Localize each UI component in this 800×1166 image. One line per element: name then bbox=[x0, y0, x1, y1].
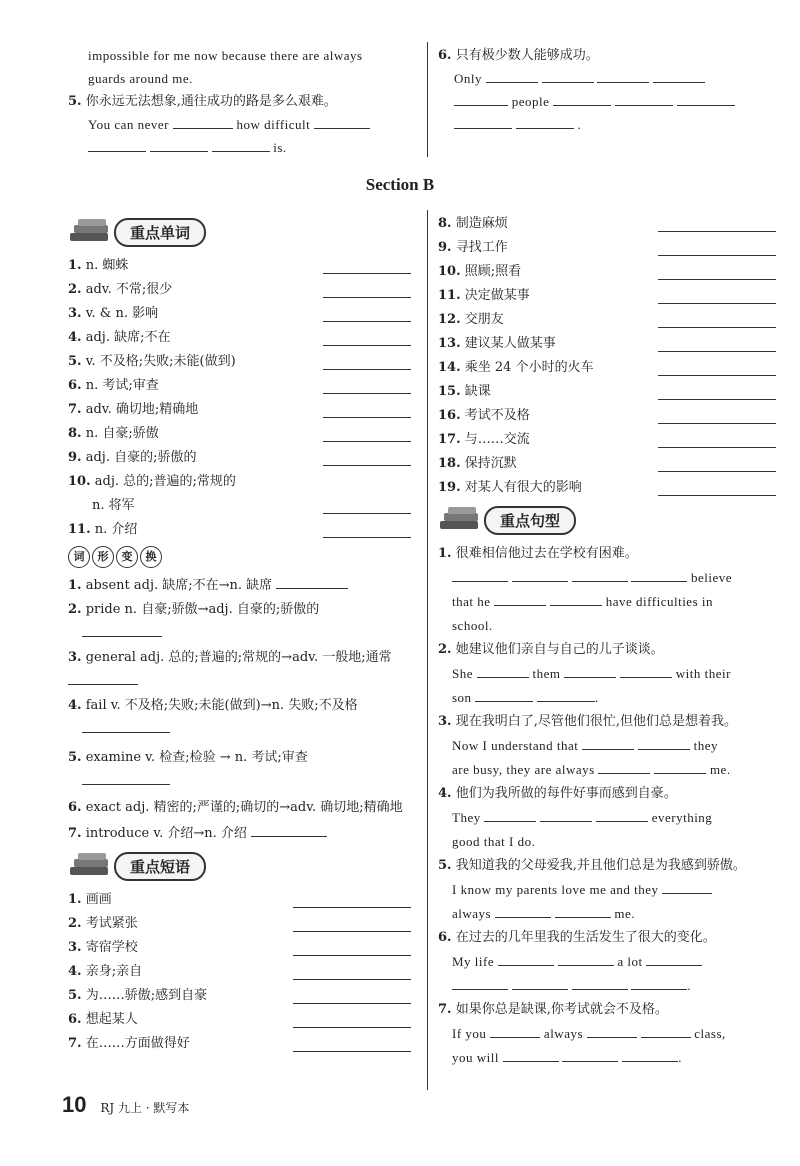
text-fragment: how difficult bbox=[236, 117, 311, 132]
wordform-char: 变 bbox=[116, 546, 138, 568]
list-item: 10. adj. 总的;普遍的;常规的 bbox=[68, 474, 236, 489]
right-column bbox=[438, 212, 778, 1070]
blank-line[interactable] bbox=[251, 822, 327, 837]
list-item: 7. introduce v. 介绍→n. 介绍 bbox=[68, 822, 413, 846]
blank-line[interactable] bbox=[658, 231, 776, 232]
blank-line[interactable] bbox=[598, 759, 650, 774]
blank-line[interactable] bbox=[562, 1047, 618, 1062]
blank-line[interactable] bbox=[587, 1023, 637, 1038]
blank-line[interactable] bbox=[293, 1051, 411, 1052]
blank-line[interactable] bbox=[620, 663, 672, 678]
list-item: 6. 想起某人 bbox=[68, 1008, 413, 1032]
blank-line[interactable] bbox=[88, 137, 146, 152]
list-item: 4. adj. 缺席;不在 bbox=[68, 326, 413, 350]
blank-line[interactable] bbox=[677, 91, 735, 106]
list-item: 5. examine v. 检查;检验 → n. 考试;审查 bbox=[68, 750, 308, 765]
question-6-english bbox=[438, 67, 778, 90]
text-fragment: You can never bbox=[88, 117, 169, 132]
wordform-char: 词 bbox=[68, 546, 90, 568]
list-item: 9. adj. 自豪的;骄傲的 bbox=[68, 446, 413, 470]
question-5 bbox=[68, 90, 418, 113]
blank-line[interactable] bbox=[540, 807, 592, 822]
blank-line[interactable] bbox=[542, 68, 594, 83]
wordform-list bbox=[68, 574, 413, 846]
list-item: 6. exact adj. 精密的;严谨的;确切的→adv. 确切地;精确地 bbox=[68, 800, 403, 815]
blank-line[interactable] bbox=[490, 1023, 540, 1038]
blank-line[interactable] bbox=[498, 951, 554, 966]
blank-line[interactable] bbox=[516, 114, 574, 129]
blank-line[interactable] bbox=[475, 687, 533, 702]
blank-line[interactable] bbox=[658, 495, 776, 496]
blank-line[interactable] bbox=[68, 670, 138, 685]
sentence-1: 1. 很难相信他过去在学校有困难。 believe that he have difficulties in school. bbox=[438, 546, 733, 633]
blank-line[interactable] bbox=[150, 137, 208, 152]
list-item: 13. 建议某人做某事 bbox=[438, 332, 778, 356]
blank-line[interactable] bbox=[212, 137, 270, 152]
text-fragment: is. bbox=[273, 140, 287, 155]
text-fragment: people bbox=[511, 94, 550, 109]
list-item: 7. adv. 确切地;精确地 bbox=[68, 398, 413, 422]
blank-line[interactable] bbox=[314, 114, 370, 129]
blank-line[interactable] bbox=[658, 399, 776, 400]
list-item: 9. 寻找工作 bbox=[438, 236, 778, 260]
blank-line[interactable] bbox=[653, 68, 705, 83]
blank-line[interactable] bbox=[323, 537, 411, 538]
blank-line[interactable] bbox=[293, 1027, 411, 1028]
blank-line[interactable] bbox=[452, 567, 508, 582]
page-footer bbox=[62, 1092, 189, 1118]
blank-line[interactable] bbox=[495, 903, 551, 918]
list-item: 16. 考试不及格 bbox=[438, 404, 778, 428]
blank-line[interactable] bbox=[658, 471, 776, 472]
blank-line[interactable] bbox=[323, 513, 411, 514]
blank-line[interactable] bbox=[293, 907, 411, 908]
list-item: 4. 亲身;亲自 bbox=[68, 960, 413, 984]
blank-line[interactable] bbox=[658, 255, 776, 256]
column-divider bbox=[427, 210, 428, 1090]
list-item: 2. 考试紧张 bbox=[68, 912, 413, 936]
book-label: RJ 九上 · 默写本 bbox=[100, 1101, 190, 1115]
section-title: Section B bbox=[365, 175, 435, 194]
list-item: 7. 在……方面做得好 bbox=[68, 1032, 413, 1056]
vocab-banner bbox=[68, 214, 413, 250]
top-left-block bbox=[68, 44, 418, 159]
blank-line[interactable] bbox=[512, 567, 568, 582]
sentence-3: 3. 现在我明白了,尽管他们很忙,但他们总是想着我。 Now I understand that they are busy, they are always me. bbox=[438, 714, 737, 777]
sentence-7: 7. 如果你总是缺课,你考试就会不及格。 If you always class, you will . bbox=[438, 1002, 726, 1065]
blank-line[interactable] bbox=[572, 567, 628, 582]
blank-line[interactable] bbox=[173, 114, 233, 129]
sentence-4: 4. 他们为我所做的每件好事而感到自豪。 They everything good that I do. bbox=[438, 786, 713, 849]
blank-line[interactable] bbox=[597, 68, 649, 83]
question-5-english-2 bbox=[68, 136, 418, 159]
question-6-english-3: . bbox=[438, 113, 778, 136]
list-item: 1. n. 蜘蛛 bbox=[68, 254, 413, 278]
continuation-line: guards around me. bbox=[88, 71, 193, 86]
list-item: 8. 制造麻烦 bbox=[438, 212, 778, 236]
left-column bbox=[68, 212, 413, 1056]
list-item: 5. v. 不及格;失败;未能(做到) bbox=[68, 350, 413, 374]
list-item: 12. 交朋友 bbox=[438, 308, 778, 332]
list-item: 11. 决定做某事 bbox=[438, 284, 778, 308]
blank-line[interactable] bbox=[662, 879, 712, 894]
page-number: 10 bbox=[62, 1092, 87, 1117]
banner-label: 重点短语 bbox=[114, 852, 206, 881]
blank-line[interactable] bbox=[622, 1047, 678, 1062]
blank-line[interactable] bbox=[553, 91, 611, 106]
question-chinese: 你永远无法想象,通往成功的路是多么艰难。 bbox=[85, 94, 337, 109]
list-item: 2. adv. 不常;很少 bbox=[68, 278, 413, 302]
books-icon bbox=[438, 507, 482, 533]
list-item: 2. pride n. 自豪;骄傲→adj. 自豪的;骄傲的 bbox=[68, 602, 320, 617]
blank-line[interactable] bbox=[658, 375, 776, 376]
blank-line[interactable] bbox=[537, 687, 595, 702]
list-item: 18. 保持沉默 bbox=[438, 452, 778, 476]
blank-line[interactable] bbox=[323, 393, 411, 394]
blank-line[interactable] bbox=[82, 718, 170, 733]
blank-line[interactable] bbox=[555, 903, 611, 918]
blank-line[interactable] bbox=[558, 951, 614, 966]
list-item: 10. 照顾;照看 bbox=[438, 260, 778, 284]
blank-line[interactable] bbox=[631, 975, 687, 990]
text-fragment: Only bbox=[454, 71, 482, 86]
blank-line[interactable] bbox=[452, 975, 508, 990]
blank-line[interactable] bbox=[641, 1023, 691, 1038]
blank-row bbox=[68, 718, 413, 740]
list-item: 5. 为……骄傲;感到自豪 bbox=[68, 984, 413, 1008]
blank-line[interactable] bbox=[323, 417, 411, 418]
blank-line[interactable] bbox=[646, 951, 702, 966]
blank-line[interactable] bbox=[323, 369, 411, 370]
wordform-char: 换 bbox=[140, 546, 162, 568]
blank-line[interactable] bbox=[323, 273, 411, 274]
blank-line[interactable] bbox=[293, 979, 411, 980]
phrases-list-right bbox=[438, 212, 778, 500]
blank-line[interactable] bbox=[503, 1047, 559, 1062]
list-item: 6. n. 考试;审查 bbox=[68, 374, 413, 398]
question-6-english-2 bbox=[438, 90, 778, 113]
sentence-5: 5. 我知道我的父母爱我,并且他们总是为我感到骄傲。 I know my parents love me and they always me. bbox=[438, 858, 746, 921]
blank-line[interactable] bbox=[82, 770, 170, 785]
blank-line[interactable] bbox=[323, 321, 411, 322]
sentence-6: 6. 在过去的几年里我的生活发生了很大的变化。 My life a lot . bbox=[438, 930, 716, 993]
list-item: 3. v. & n. 影响 bbox=[68, 302, 413, 326]
blank-line[interactable] bbox=[293, 1003, 411, 1004]
list-item: 17. 与……交流 bbox=[438, 428, 778, 452]
blank-line[interactable] bbox=[615, 91, 673, 106]
blank-line[interactable] bbox=[564, 663, 616, 678]
blank-line[interactable] bbox=[323, 465, 411, 466]
blank-line[interactable] bbox=[658, 303, 776, 304]
blank-line[interactable] bbox=[658, 327, 776, 328]
books-icon bbox=[68, 219, 112, 245]
blank-line[interactable] bbox=[486, 68, 538, 83]
question-number: 6. bbox=[438, 48, 452, 63]
blank-line[interactable] bbox=[477, 663, 529, 678]
banner-label: 重点单词 bbox=[114, 218, 206, 247]
phrases-list-left bbox=[68, 888, 413, 1056]
vocab-list bbox=[68, 254, 413, 542]
blank-line[interactable] bbox=[293, 955, 411, 956]
list-item: 11. n. 介绍 bbox=[68, 518, 413, 542]
blank-line[interactable] bbox=[323, 345, 411, 346]
blank-line[interactable] bbox=[494, 591, 546, 606]
list-item: n. 将军 bbox=[68, 494, 413, 518]
list-item: 1. absent adj. 缺席;不在→n. 缺席 bbox=[68, 574, 413, 598]
books-icon bbox=[68, 853, 112, 879]
question-6 bbox=[438, 44, 778, 67]
banner-label: 重点句型 bbox=[484, 506, 576, 535]
blank-line[interactable] bbox=[582, 735, 634, 750]
blank-line[interactable] bbox=[323, 297, 411, 298]
list-item: 3. general adj. 总的;普遍的;常规的→adv. 一般地;通常 bbox=[68, 646, 413, 694]
blank-row bbox=[68, 770, 413, 792]
sentence-2: 2. 她建议他们亲自与自己的儿子谈谈。 She them with their son . bbox=[438, 642, 731, 705]
blank-line[interactable] bbox=[658, 423, 776, 424]
blank-line[interactable] bbox=[654, 759, 706, 774]
blank-line[interactable] bbox=[658, 447, 776, 448]
list-item: 8. n. 自豪;骄傲 bbox=[68, 422, 413, 446]
blank-line[interactable] bbox=[293, 931, 411, 932]
question-number: 5. bbox=[68, 94, 82, 109]
question-5-english bbox=[68, 113, 418, 136]
phrases-banner bbox=[68, 848, 413, 884]
blank-line[interactable] bbox=[658, 279, 776, 280]
wordform-char: 形 bbox=[92, 546, 114, 568]
list-item: 19. 对某人有很大的影响 bbox=[438, 476, 778, 500]
list-item: 3. 寄宿学校 bbox=[68, 936, 413, 960]
continuation-line: impossible for me now because there are always bbox=[88, 48, 363, 63]
top-right-block bbox=[438, 44, 778, 136]
blank-line[interactable] bbox=[550, 591, 602, 606]
list-item: 4. fail v. 不及格;失败;未能(做到)→n. 失败;不及格 bbox=[68, 698, 358, 713]
blank-line[interactable] bbox=[323, 441, 411, 442]
blank-line[interactable] bbox=[596, 807, 648, 822]
blank-line[interactable] bbox=[276, 574, 348, 589]
blank-line[interactable] bbox=[658, 351, 776, 352]
question-chinese: 只有极少数人能够成功。 bbox=[455, 48, 599, 63]
blank-line[interactable] bbox=[512, 975, 568, 990]
blank-line[interactable] bbox=[638, 735, 690, 750]
blank-line[interactable] bbox=[484, 807, 536, 822]
blank-row bbox=[68, 622, 413, 642]
column-divider bbox=[427, 42, 428, 157]
list-item: 1. 画画 bbox=[68, 888, 413, 912]
blank-line[interactable] bbox=[631, 567, 687, 582]
list-item: 15. 缺课 bbox=[438, 380, 778, 404]
list-item: 14. 乘坐 24 个小时的火车 bbox=[438, 356, 778, 380]
wordform-banner bbox=[68, 546, 413, 568]
blank-line[interactable] bbox=[572, 975, 628, 990]
blank-line[interactable] bbox=[454, 114, 512, 129]
sentences-banner bbox=[438, 502, 778, 538]
blank-line[interactable] bbox=[454, 91, 508, 106]
blank-line[interactable] bbox=[82, 622, 162, 637]
